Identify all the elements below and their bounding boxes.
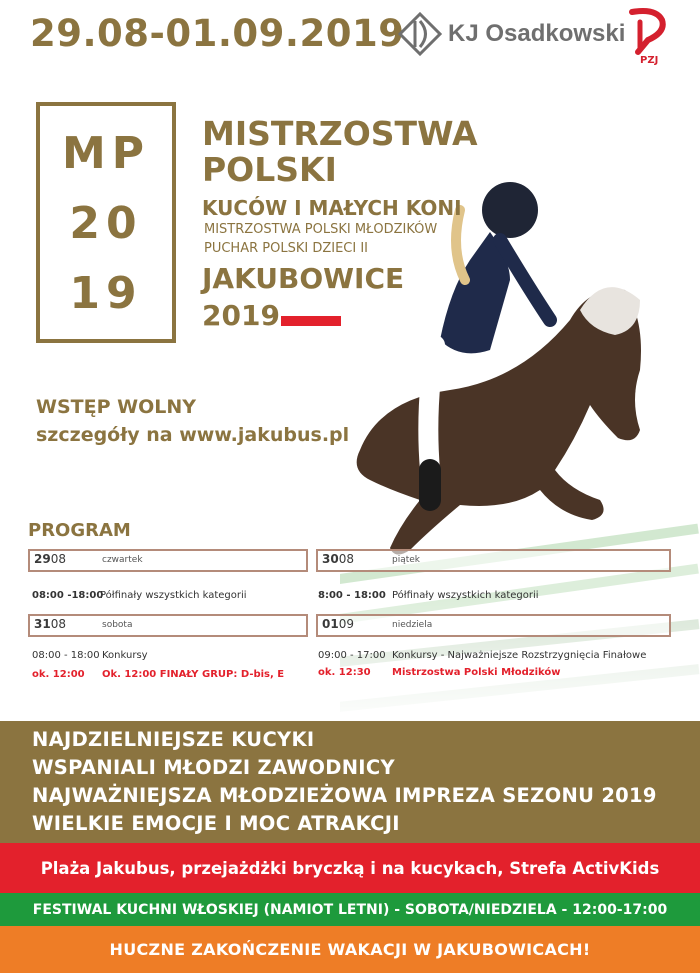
highlight-line: NAJWAŻNIEJSZA MŁODZIEŻOWA IMPREZA SEZONU 2019 xyxy=(32,784,657,807)
event-dates: 29.08-01.09.2019 xyxy=(30,12,405,55)
badge-line-3: 19 xyxy=(69,268,143,319)
event-subtitle: KUCÓW I MAŁYCH KONI xyxy=(202,196,462,220)
website-link[interactable]: szczegóły na www.jakubus.pl xyxy=(36,424,350,446)
day-date: 0109 xyxy=(322,617,354,631)
day-header-31-08 xyxy=(28,614,308,637)
highlight-line: WSPANIALI MŁODZI ZAWODNICY xyxy=(32,756,395,779)
schedule-row: 08:00 -18:00 xyxy=(32,590,104,601)
mp-2019-badge xyxy=(36,102,176,343)
event-subline-1: MISTRZOSTWA POLSKI MŁODZIKÓW xyxy=(204,222,438,237)
pzj-label: PZJ xyxy=(640,55,659,66)
day-date: 3108 xyxy=(34,617,66,631)
day-header-01-09 xyxy=(316,614,671,637)
day-name: piątek xyxy=(392,555,421,565)
day-header-30-08 xyxy=(316,549,671,572)
day-date: 3008 xyxy=(322,552,354,566)
day-name: sobota xyxy=(102,620,133,630)
event-year: 2019 xyxy=(202,299,280,332)
badge-line-1: MP xyxy=(61,128,151,179)
food-festival-band: FESTIWAL KUCHNI WŁOSKIEJ (NAMIOT LETNI) - SOBOTA/NIEDZIELA - 12:00-17:00 xyxy=(0,893,700,926)
schedule-row: 08:00 - 18:00 xyxy=(32,650,100,661)
schedule-row-highlight: ok. 12:00 xyxy=(32,669,85,680)
closing-band: HUCZNE ZAKOŃCZENIE WAKACJI W JAKUBOWICACH! xyxy=(0,926,700,973)
highlight-line: WIELKIE EMOCJE I MOC ATRAKCJI xyxy=(32,812,400,835)
schedule-row: 8:00 - 18:00 xyxy=(318,590,386,601)
organizer-name: KJ Osadkowski xyxy=(448,20,626,47)
schedule-row: 09:00 - 17:00 xyxy=(318,650,386,661)
schedule-row-highlight-desc: Mistrzostwa Polski Młodzików xyxy=(392,667,561,678)
schedule-row-highlight-desc: Ok. 12:00 FINAŁY GRUP: D-bis, E xyxy=(102,669,285,680)
day-name: niedziela xyxy=(392,620,433,630)
title-line-2: POLSKI xyxy=(202,150,337,189)
title-line-1: MISTRZOSTWA xyxy=(202,114,478,153)
rider-on-pony-photo xyxy=(340,170,700,730)
red-accent-bar xyxy=(281,316,341,326)
event-subline-2: PUCHAR POLSKI DZIECI II xyxy=(204,241,368,256)
kj-osadkowski-logo-icon xyxy=(398,12,442,56)
day-header-29-08 xyxy=(28,549,308,572)
schedule-row-desc: Konkursy xyxy=(102,650,148,661)
schedule-row-highlight: ok. 12:30 xyxy=(318,667,371,678)
program-heading: PROGRAM xyxy=(28,520,131,541)
highlights-band xyxy=(0,721,700,843)
schedule-row-desc: Konkursy - Najważniejsze Rozstrzygnięcia Finałowe xyxy=(392,650,647,661)
event-city: JAKUBOWICE xyxy=(202,262,405,295)
schedule-row-desc: Półfinały wszystkich kategorii xyxy=(392,590,539,601)
schedule-row-desc: Półfinały wszystkich kategorii xyxy=(100,590,247,601)
highlight-line: NAJDZIELNIEJSZE KUCYKI xyxy=(32,728,315,751)
day-name: czwartek xyxy=(102,555,143,565)
badge-line-2: 20 xyxy=(69,198,143,249)
day-date: 2908 xyxy=(34,552,66,566)
event-title xyxy=(202,116,478,188)
free-entry-text: WSTĘP WOLNY xyxy=(36,396,196,418)
attractions-band: Plaża Jakubus, przejażdżki bryczką i na kucykach, Strefa ActivKids xyxy=(0,843,700,893)
